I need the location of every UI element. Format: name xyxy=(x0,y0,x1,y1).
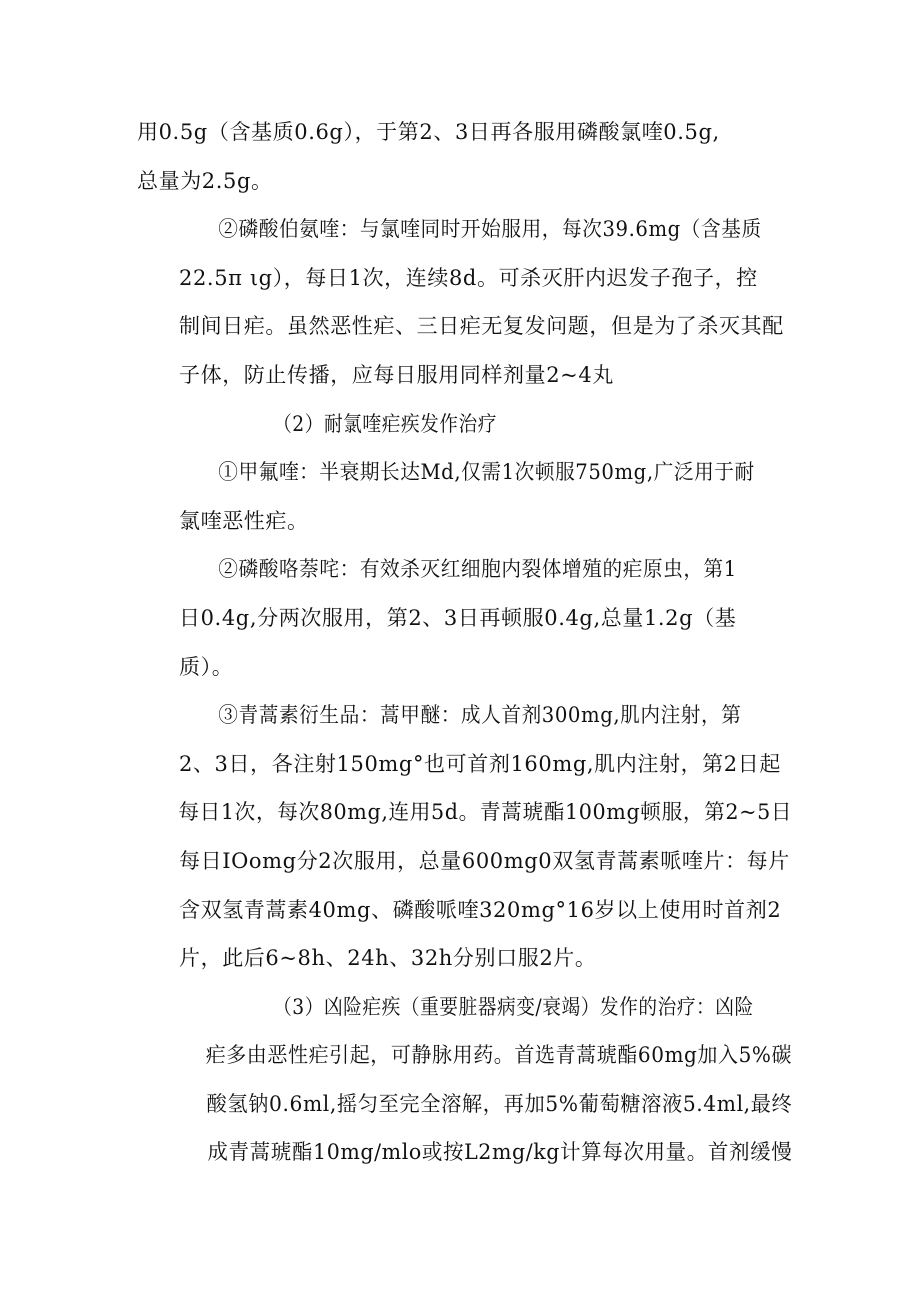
text-line: ②磷酸伯氨喹：与氯喹同时开始服用，每次39.6mg（含基质 xyxy=(218,217,762,242)
document-body xyxy=(137,108,792,1177)
text-line: 疟多由恶性疟引起，可静脉用药。首选青蒿琥酯60mg加入5%碳 xyxy=(205,1043,793,1068)
text-line: 制间日疟。虽然恶性疟、三日疟无复发问题，但是为了杀灭其配 xyxy=(179,314,784,339)
text-line: 每日IOomg分2次服用，总量600mg0双氢青蒿素哌喹片：每片 xyxy=(179,848,790,873)
section-heading-resistant-malaria xyxy=(137,400,792,449)
paragraph-severe-malaria xyxy=(137,983,792,1177)
text-line: 2、3日，各注射150mg°也可首剂160mg,肌内注射，第2日起 xyxy=(179,751,781,776)
text-line: 日0.4g,分两次服用，第2、3日再顿服0.4g,总量1.2g（基 xyxy=(179,605,737,630)
paragraph-pyronaridine xyxy=(137,545,792,691)
text-line: 22.5π ιg），每日1次，连续8d。可杀灭肝内迟发子孢子，控 xyxy=(179,265,758,290)
text-line: 含双氢青蒿素40mg、磷酸哌喹320mg°16岁以上使用时首剂2 xyxy=(179,897,782,922)
text-line: 子体，防止传播，应每日服用同样剂量2~4丸 xyxy=(179,362,614,387)
text-line: （2）耐氯喹疟疾发作治疗 xyxy=(273,411,497,436)
text-line: 总量为2.5g。 xyxy=(137,168,273,193)
text-line: 质）。 xyxy=(179,654,234,679)
text-line: 每日1次，每次80mg,连用5d。青蒿琥酯100mg顿服，第2~5日 xyxy=(178,800,793,825)
text-line: ①甲氟喹：半衰期长达Md,仅需1次顿服750mg,广泛用于耐 xyxy=(218,460,755,485)
text-line: 酸氢钠0.6ml,摇匀至完全溶解，再加5%葡萄糖溶液5.4ml,最终 xyxy=(206,1091,793,1116)
paragraph-artemisinin-derivatives xyxy=(137,691,792,983)
text-line: ③青蒿素衍生品：蒿甲醚：成人首剂300mg,肌内注射，第 xyxy=(218,703,742,728)
text-line: 氯喹恶性疟。 xyxy=(179,508,309,533)
text-line: ②磷酸咯萘咤：有效杀灭红细胞内裂体增殖的疟原虫，第1 xyxy=(218,557,737,582)
paragraph-dosage-continuation xyxy=(137,108,792,205)
paragraph-mefloquine xyxy=(137,448,792,545)
text-line: 用0.5g（含基质0.6g），于第2、3日再各服用磷酸氯喹0.5g, xyxy=(137,120,720,144)
text-line: 片，此后6~8h、24h、32h分别口服2片。 xyxy=(179,946,597,971)
text-line: （3）凶险疟疾（重要脏器病变/衰竭）发作的治疗：凶险 xyxy=(273,994,754,1019)
text-line: 成青蒿琥酯10mg/mlo或按L2mg/kg计算每次用量。首剂缓慢 xyxy=(207,1140,793,1165)
paragraph-primaquine xyxy=(137,205,792,399)
